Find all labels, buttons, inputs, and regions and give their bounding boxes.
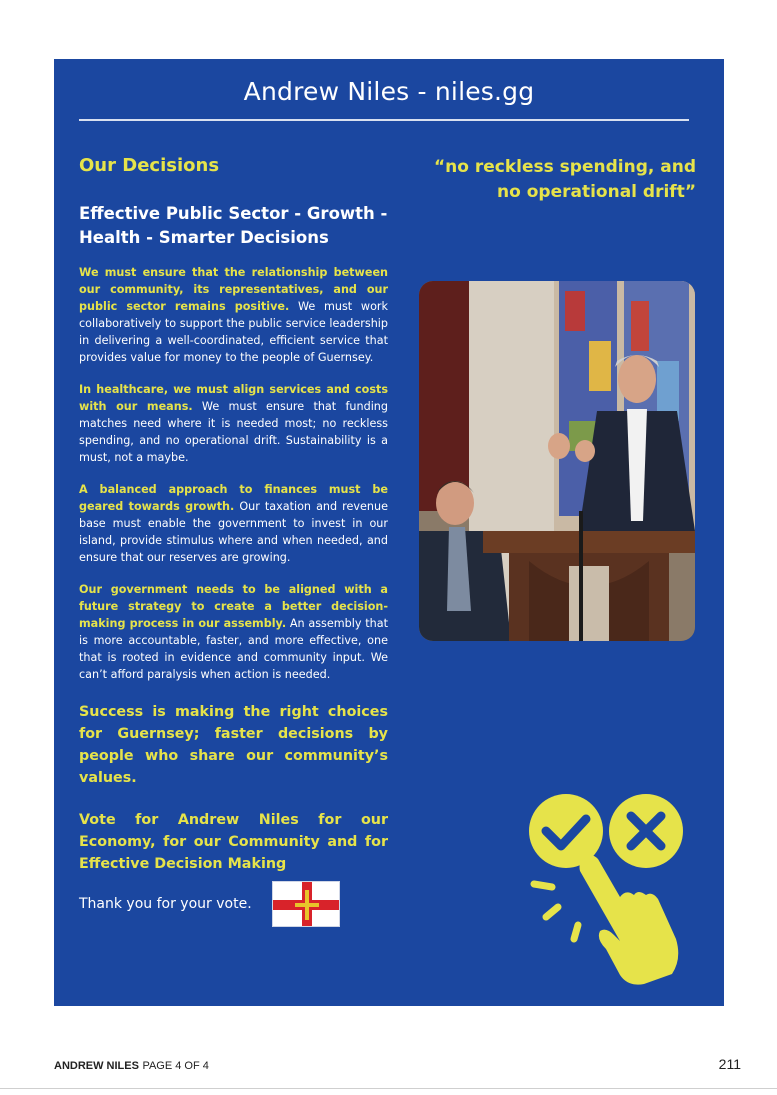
footer-left xyxy=(54,1059,209,1072)
footer-page-label: PAGE 4 OF 4 xyxy=(142,1060,209,1072)
paragraph-body: An assembly that is more accountable, faster, and more effective, one that is rooted in evidence and community input. We can’t afford paralysis when action is needed. xyxy=(79,617,388,681)
paragraph-healthcare xyxy=(79,381,388,466)
pull-quote: “no reckless spending, and no operational drift” xyxy=(434,157,696,202)
cross-circle-icon xyxy=(609,794,683,868)
paragraph-lead: Our government needs to be aligned with a future strategy to create a better decision-making process in our assembly. xyxy=(79,583,388,630)
paragraph-public-sector xyxy=(79,264,388,366)
candidate-photo xyxy=(419,281,695,641)
section-title: Our Decisions xyxy=(79,155,220,176)
content-panel xyxy=(54,59,724,1006)
paragraph-lead: We must ensure that the relationship between our community, its representatives, and our public sector remains positive. xyxy=(79,266,388,313)
paragraph-government xyxy=(79,581,388,683)
paragraph-body: We must ensure that funding matches need where it is needed most; no reckless spending, and no operational drift. Sustainability is a must, not a maybe. xyxy=(79,400,388,464)
title-divider xyxy=(79,119,689,121)
thanks-row xyxy=(79,881,388,927)
decision-graphic xyxy=(524,789,704,989)
paragraph-lead: In healthcare, we must align services and costs with our means. xyxy=(79,383,388,413)
page-number: 211 xyxy=(718,1056,741,1072)
footer-name: ANDREW NILES xyxy=(54,1060,139,1072)
paragraph-body: Our taxation and revenue base must enable the government to invest in our island, provide stimulus where and when needed, and ensure that our reserves are growing. xyxy=(79,500,388,564)
page-title: Andrew Niles - niles.gg xyxy=(243,77,535,106)
paragraph-finances xyxy=(79,481,388,566)
left-column xyxy=(79,155,388,927)
callout-vote: Vote for Andrew Niles for our Economy, for our Community and for Effective Decision Making xyxy=(79,812,388,872)
paragraph-body: We must work collaboratively to support the public service leadership in delivering a well-coordinated, efficient service that provides value for money to the people of Guernsey. xyxy=(79,300,388,364)
page-edge xyxy=(0,1088,777,1089)
callout-success: Success is making the right choices for Guernsey; faster decisions by people who share our community’s values. xyxy=(79,704,388,786)
guernsey-flag-icon xyxy=(272,881,340,927)
section-subtitle: Effective Public Sector - Growth - Health - Smarter Decisions xyxy=(79,204,388,247)
paragraph-lead: A balanced approach to finances must be geared towards growth. xyxy=(79,483,388,513)
thanks-text: Thank you for your vote. xyxy=(79,896,252,912)
pointing-hand-icon xyxy=(534,855,678,985)
